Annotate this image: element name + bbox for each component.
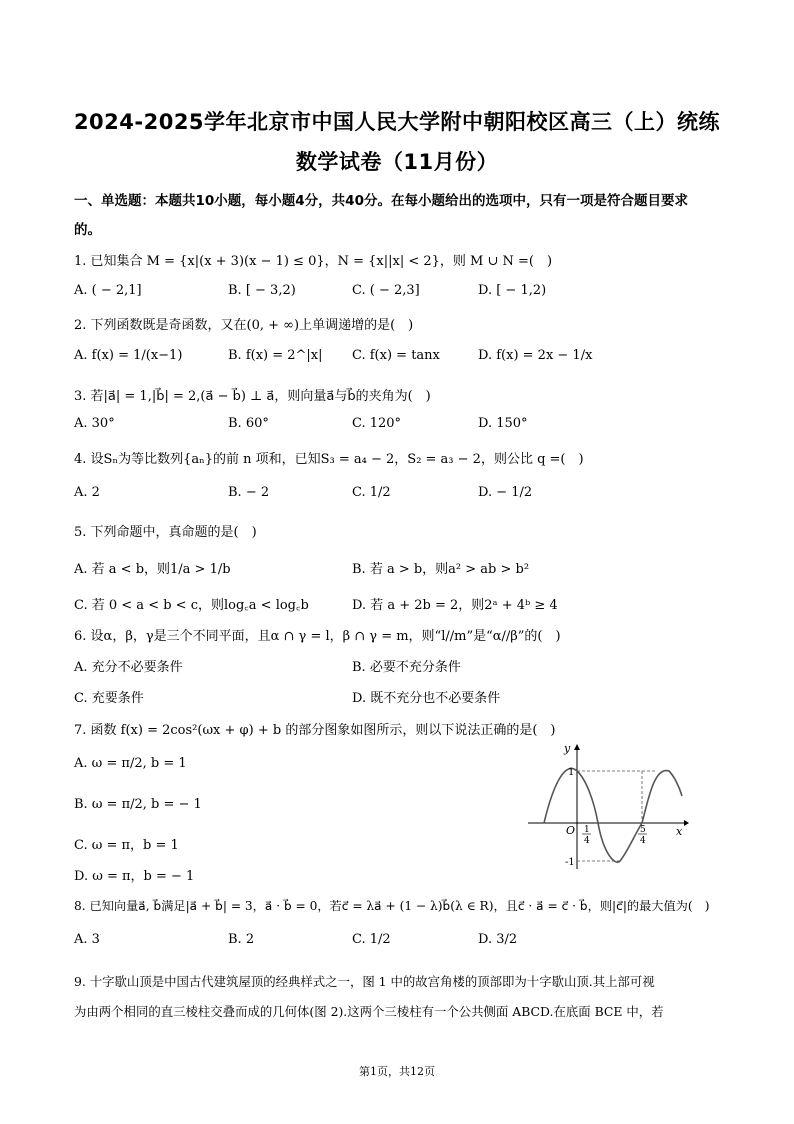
function-graph (524, 741, 689, 871)
q5-option-c: C. 若 0 < a < b < c，则log꜀a < log꜀b (74, 598, 309, 613)
q1-option-d: D. [ − 1,2) (478, 283, 547, 298)
q2-option-b: B. f(x) = 2^|x| (228, 348, 323, 363)
question-3-stem: 3. 若|a⃗| = 1,|b⃗| = 2,(a⃗ − b⃗) ⊥ a⃗，则向量a⃗与b⃗的夹角为( ) (74, 389, 431, 404)
question-7-stem: 7. 函数 f(x) = 2cos²(ωx + φ) + b 的部分图象如图所示，则以下说法正确的是( ) (74, 723, 556, 738)
q2-option-d: D. f(x) = 2x − 1/x (478, 348, 593, 363)
question-9-line-1: 9. 十字歇山顶是中国古代建筑屋顶的经典样式之一，图 1 中的故宫角楼的顶部即为十字歇山顶.其上部可视 (74, 974, 655, 989)
x1-denominator: 4 (584, 836, 590, 846)
question-8-stem: 8. 已知向量a⃗, b⃗满足|a⃗ + b⃗| = 3，a⃗ · b⃗ = 0，若c⃗ = λa⃗ + (1 − λ)b⃗(λ ∈ R)，且c⃗ · a⃗ = c⃗ · b⃗，则|c⃗|的最大值为( ) (74, 899, 710, 913)
y-min-label: -1 (565, 857, 575, 868)
y-axis-arrow (574, 744, 580, 750)
q8-option-a: A. 3 (74, 932, 100, 947)
q3-option-c: C. 120° (352, 416, 402, 431)
q6-option-c: C. 充要条件 (74, 691, 144, 706)
q6-option-a: A. 充分不必要条件 (74, 660, 183, 675)
page-footer: 第1页，共12页 (359, 1065, 435, 1078)
q3-option-d: D. 150° (478, 416, 528, 431)
q2-option-a: A. f(x) = 1/(x−1) (74, 348, 183, 363)
section-heading: 一、单选题：本题共10小题，每小题4分，共40分。在每小题给出的选项中，只有一项是符合题目要求 (74, 193, 688, 209)
q4-option-a: A. 2 (74, 485, 100, 500)
x2-denominator: 4 (640, 836, 646, 846)
origin-label: O (566, 824, 576, 837)
question-9-line-2: 为由两个相同的直三棱柱交叠而成的几何体(图 2).这两个三棱柱有一个公共侧面 ABCD.在底面 BCE 中，若 (74, 1004, 664, 1019)
x-axis-arrow (684, 820, 689, 826)
q7-option-d: D. ω = π，b = − 1 (74, 869, 195, 884)
question-4-stem: 4. 设Sₙ为等比数列{aₙ}的前 n 项和，已知S₃ = a₄ − 2，S₂ = a₃ − 2，则公比 q =( ) (74, 452, 584, 467)
q6-option-d: D. 既不充分也不必要条件 (352, 691, 501, 706)
title-line-1: 2024-2025学年北京市中国人民大学附中朝阳校区高三（上）统练 (73, 110, 721, 134)
y-max-label: 1 (568, 767, 575, 778)
x2-numerator: 5 (640, 825, 646, 835)
q4-option-c: C. 1/2 (352, 485, 391, 500)
title-line-2: 数学试卷（11月份） (295, 150, 499, 174)
section-heading-cont: 的。 (74, 222, 101, 238)
q3-option-b: B. 60° (228, 416, 269, 431)
q7-option-a: A. ω = π/2, b = 1 (74, 756, 187, 771)
question-6-stem: 6. 设α，β，γ是三个不同平面，且α ∩ γ = l，β ∩ γ = m，则“l//m”是“α//β”的( ) (74, 629, 561, 644)
q1-option-a: A. ( − 2,1] (74, 283, 142, 298)
q8-option-d: D. 3/2 (478, 932, 518, 947)
q5-option-a: A. 若 a < b，则1/a > 1/b (74, 562, 231, 577)
q8-option-c: C. 1/2 (352, 932, 391, 947)
q8-option-b: B. 2 (228, 932, 255, 947)
q5-option-b: B. 若 a > b，则a² > ab > b² (352, 562, 530, 577)
q2-option-c: C. f(x) = tanx (352, 348, 440, 363)
q7-option-b: B. ω = π/2, b = − 1 (74, 797, 202, 812)
q7-option-c: C. ω = π，b = 1 (74, 838, 179, 853)
x-axis-label: x (676, 825, 683, 838)
q1-option-c: C. ( − 2,3] (352, 283, 420, 298)
x1-numerator: 1 (584, 825, 590, 835)
question-1-stem: 1. 已知集合 M = {x|(x + 3)(x − 1) ≤ 0}，N = {x||x| < 2}，则 M ∪ N =( ) (74, 254, 553, 269)
question-2-stem: 2. 下列函数既是奇函数，又在(0, + ∞)上单调递增的是( ) (74, 318, 414, 333)
y-axis-label: y (564, 742, 571, 755)
cosine-curve (544, 768, 682, 862)
q6-option-b: B. 必要不充分条件 (352, 660, 461, 675)
q4-option-d: D. − 1/2 (478, 485, 533, 500)
q5-option-d: D. 若 a + 2b = 2，则2ᵃ + 4ᵇ ≥ 4 (352, 598, 558, 613)
question-5-stem: 5. 下列命题中，真命题的是( ) (74, 525, 257, 540)
q4-option-b: B. − 2 (228, 485, 270, 500)
q3-option-a: A. 30° (74, 416, 115, 431)
q1-option-b: B. [ − 3,2) (228, 283, 296, 298)
